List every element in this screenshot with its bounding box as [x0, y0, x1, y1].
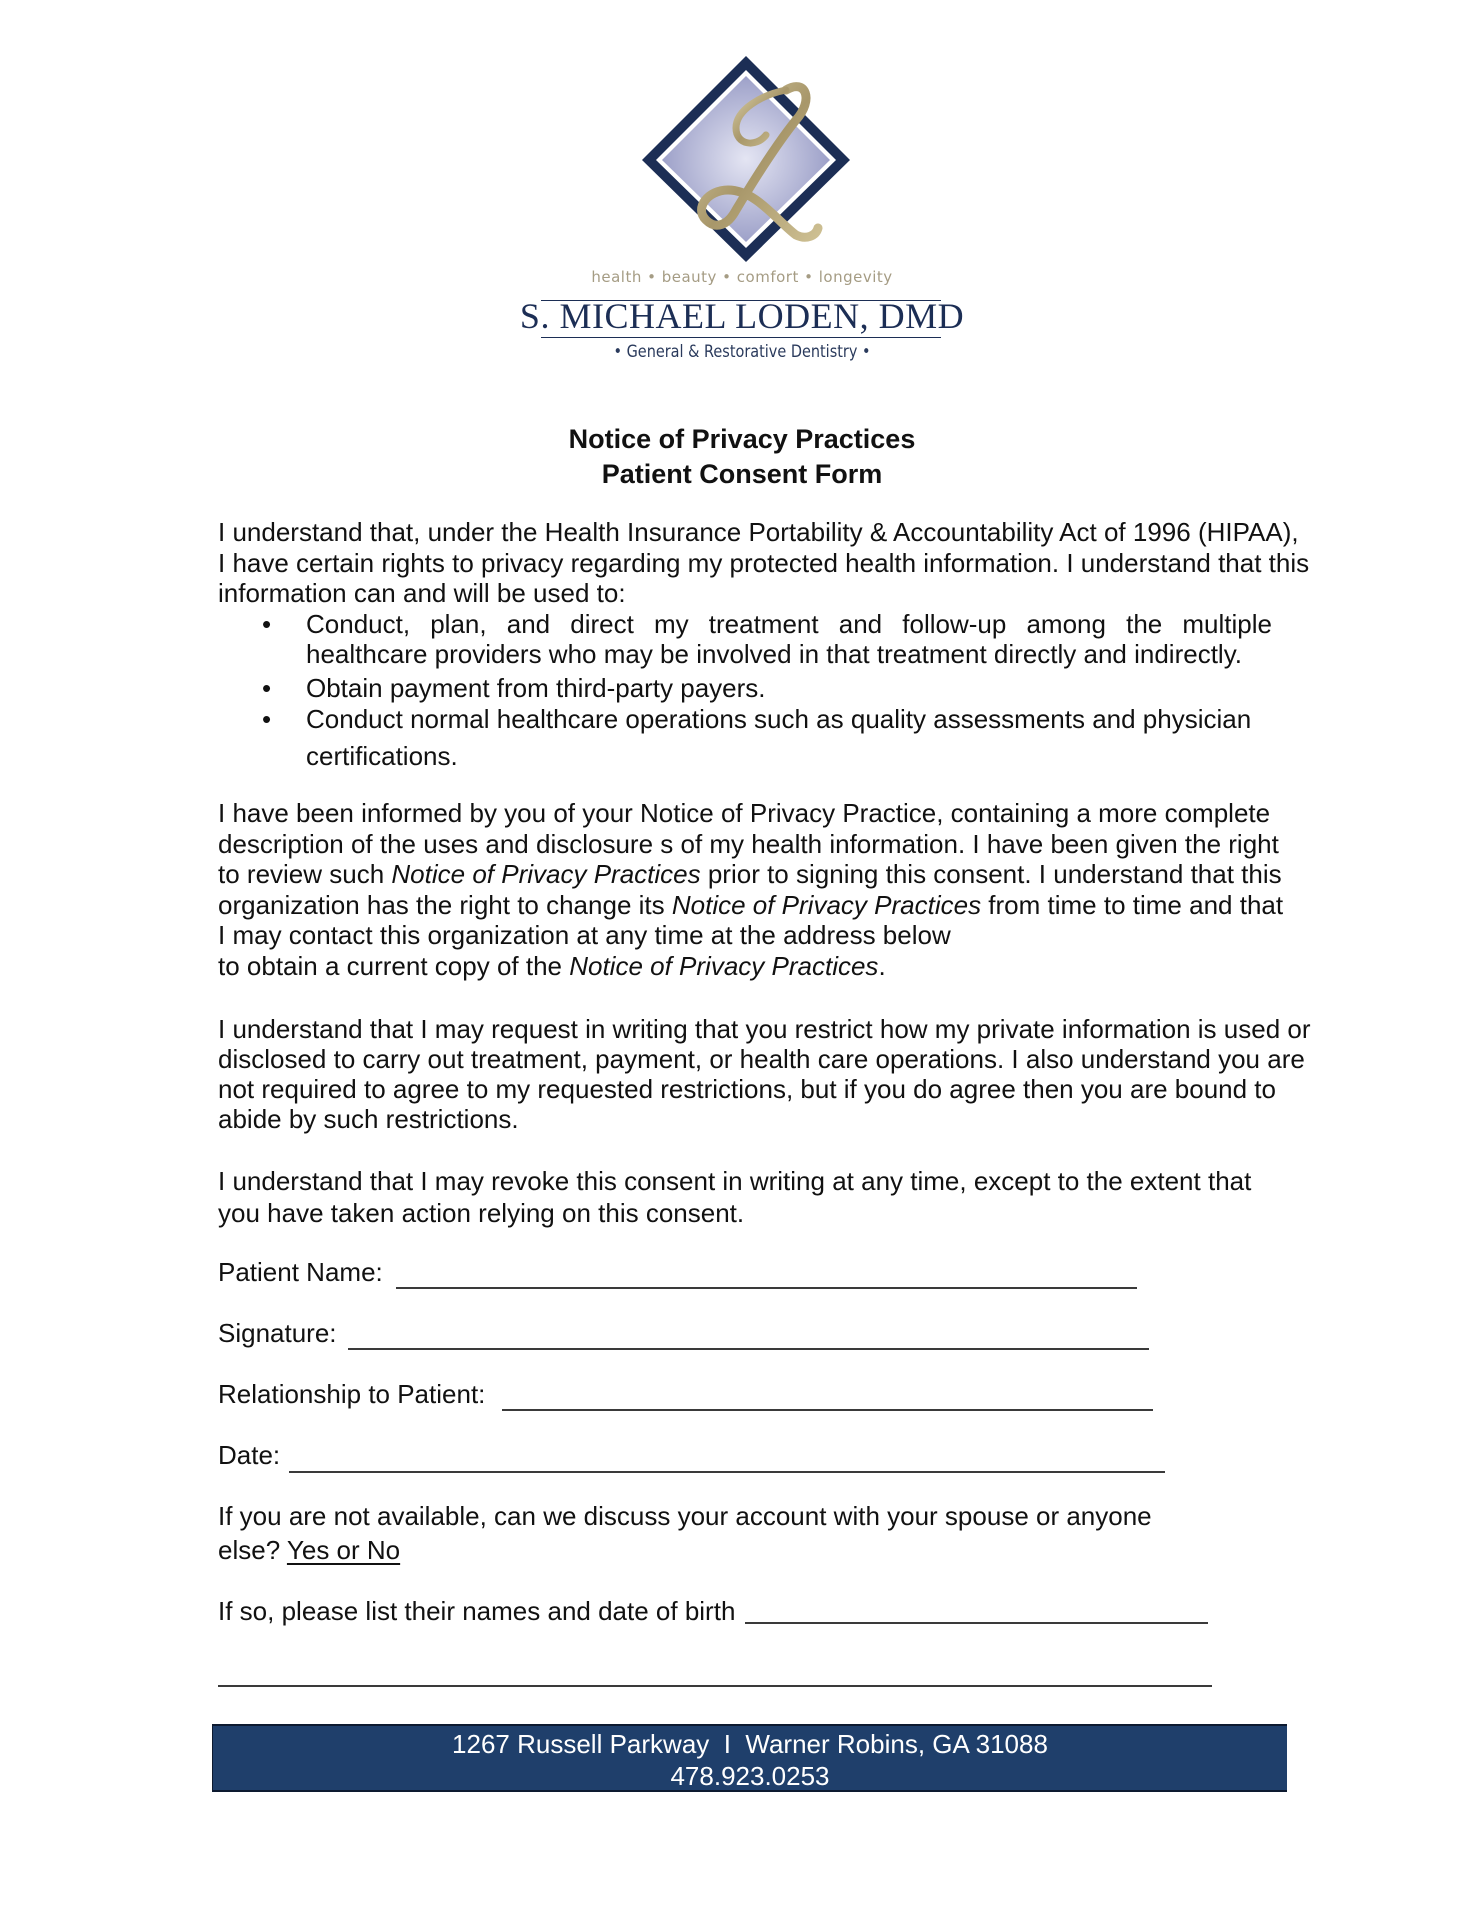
text: to obtain a current copy of the — [218, 951, 570, 981]
text: prior to signing this consent. I understand that this — [700, 859, 1282, 889]
names-dob-label: If so, please list their names and date of birth — [218, 1596, 736, 1626]
practice-name: S. MICHAEL LODEN, DMD — [519, 296, 965, 336]
bullet-text: Conduct normal healthcare operations such as quality assessments and physician — [306, 704, 1252, 734]
logo-diamond-icon — [636, 50, 856, 272]
bullet-icon: • — [262, 609, 272, 639]
bullet-text: Obtain payment from third-party payers. — [306, 673, 766, 703]
notice-line — [218, 859, 1282, 890]
text: . — [878, 951, 886, 981]
notice-title-italic: Notice of Privacy Practices — [391, 859, 701, 889]
text: organization has the right to change its — [218, 890, 672, 920]
logo-tagline: health • beauty • comfort • longevity — [591, 268, 893, 286]
address-footer — [212, 1724, 1287, 1792]
yes-or-no-option[interactable]: Yes or No — [286, 1535, 401, 1565]
intro-line: I have certain rights to privacy regarding my protected health information. I understand that this — [218, 548, 1310, 578]
intro-line: information can and will be used to: — [218, 578, 626, 608]
logo-bottom-rule — [541, 337, 941, 338]
restrict-line: I understand that I may request in writing that you restrict how my private information is used or — [218, 1014, 1311, 1044]
signature-input[interactable] — [348, 1348, 1149, 1350]
notice-line: description of the uses and disclosure s of my health information. I have been given the right — [218, 829, 1279, 859]
restrict-line: not required to agree to my requested restrictions, but if you do agree then you are bound to — [218, 1074, 1276, 1104]
notice-title-italic: Notice of Privacy Practices — [671, 890, 982, 920]
intro-line: I understand that, under the Health Insurance Portability & Accountability Act of 1996 (HIPAA), — [218, 517, 1299, 547]
relationship-input[interactable] — [502, 1409, 1153, 1411]
text: to review such — [218, 859, 392, 889]
notice-line — [218, 890, 1283, 921]
names-dob-extra-input[interactable] — [218, 1685, 1212, 1687]
discuss-question-text: If you are not available, can we discuss your account with your spouse or anyone — [218, 1501, 1152, 1531]
bullet-text: healthcare providers who may be involved in that treatment directly and indirectly. — [306, 639, 1242, 669]
notice-line — [218, 951, 886, 982]
footer-address: 1267 Russell Parkway I Warner Robins, GA 31088 — [452, 1729, 1048, 1759]
bullet-icon: • — [262, 704, 272, 734]
notice-line: I have been informed by you of your Notice of Privacy Practice, containing a more complete — [218, 798, 1271, 828]
discuss-question-text — [218, 1535, 400, 1566]
patient-name-input[interactable] — [396, 1287, 1137, 1289]
notice-line: I may contact this organization at any time at the address below — [218, 920, 951, 950]
footer-phone: 478.923.0253 — [670, 1761, 830, 1791]
notice-title-italic: Notice of Privacy Practices — [569, 951, 879, 981]
date-input[interactable] — [289, 1471, 1165, 1473]
patient-name-label: Patient Name: — [218, 1257, 383, 1287]
date-label: Date: — [218, 1440, 281, 1470]
relationship-label: Relationship to Patient: — [218, 1379, 486, 1409]
practice-specialty: • General & Restorative Dentistry • — [613, 342, 871, 362]
bullet-text: Conduct, plan, and direct my treatment and follow-up among the multiple — [306, 609, 1272, 639]
page-title: Notice of Privacy Practices — [568, 424, 916, 454]
bullet-icon: • — [262, 673, 272, 703]
text: else? — [218, 1535, 287, 1565]
signature-label: Signature: — [218, 1318, 337, 1348]
revoke-line: I understand that I may revoke this consent in writing at any time, except to the extent that — [218, 1166, 1252, 1196]
names-dob-input[interactable] — [745, 1622, 1208, 1624]
text: from time to time and that — [981, 890, 1284, 920]
page-subtitle: Patient Consent Form — [601, 459, 883, 489]
restrict-line: abide by such restrictions. — [218, 1104, 519, 1134]
revoke-line: you have taken action relying on this consent. — [218, 1198, 745, 1228]
restrict-line: disclosed to carry out treatment, payment, or health care operations. I also understand you are — [218, 1044, 1305, 1074]
bullet-text: certifications. — [306, 741, 458, 771]
